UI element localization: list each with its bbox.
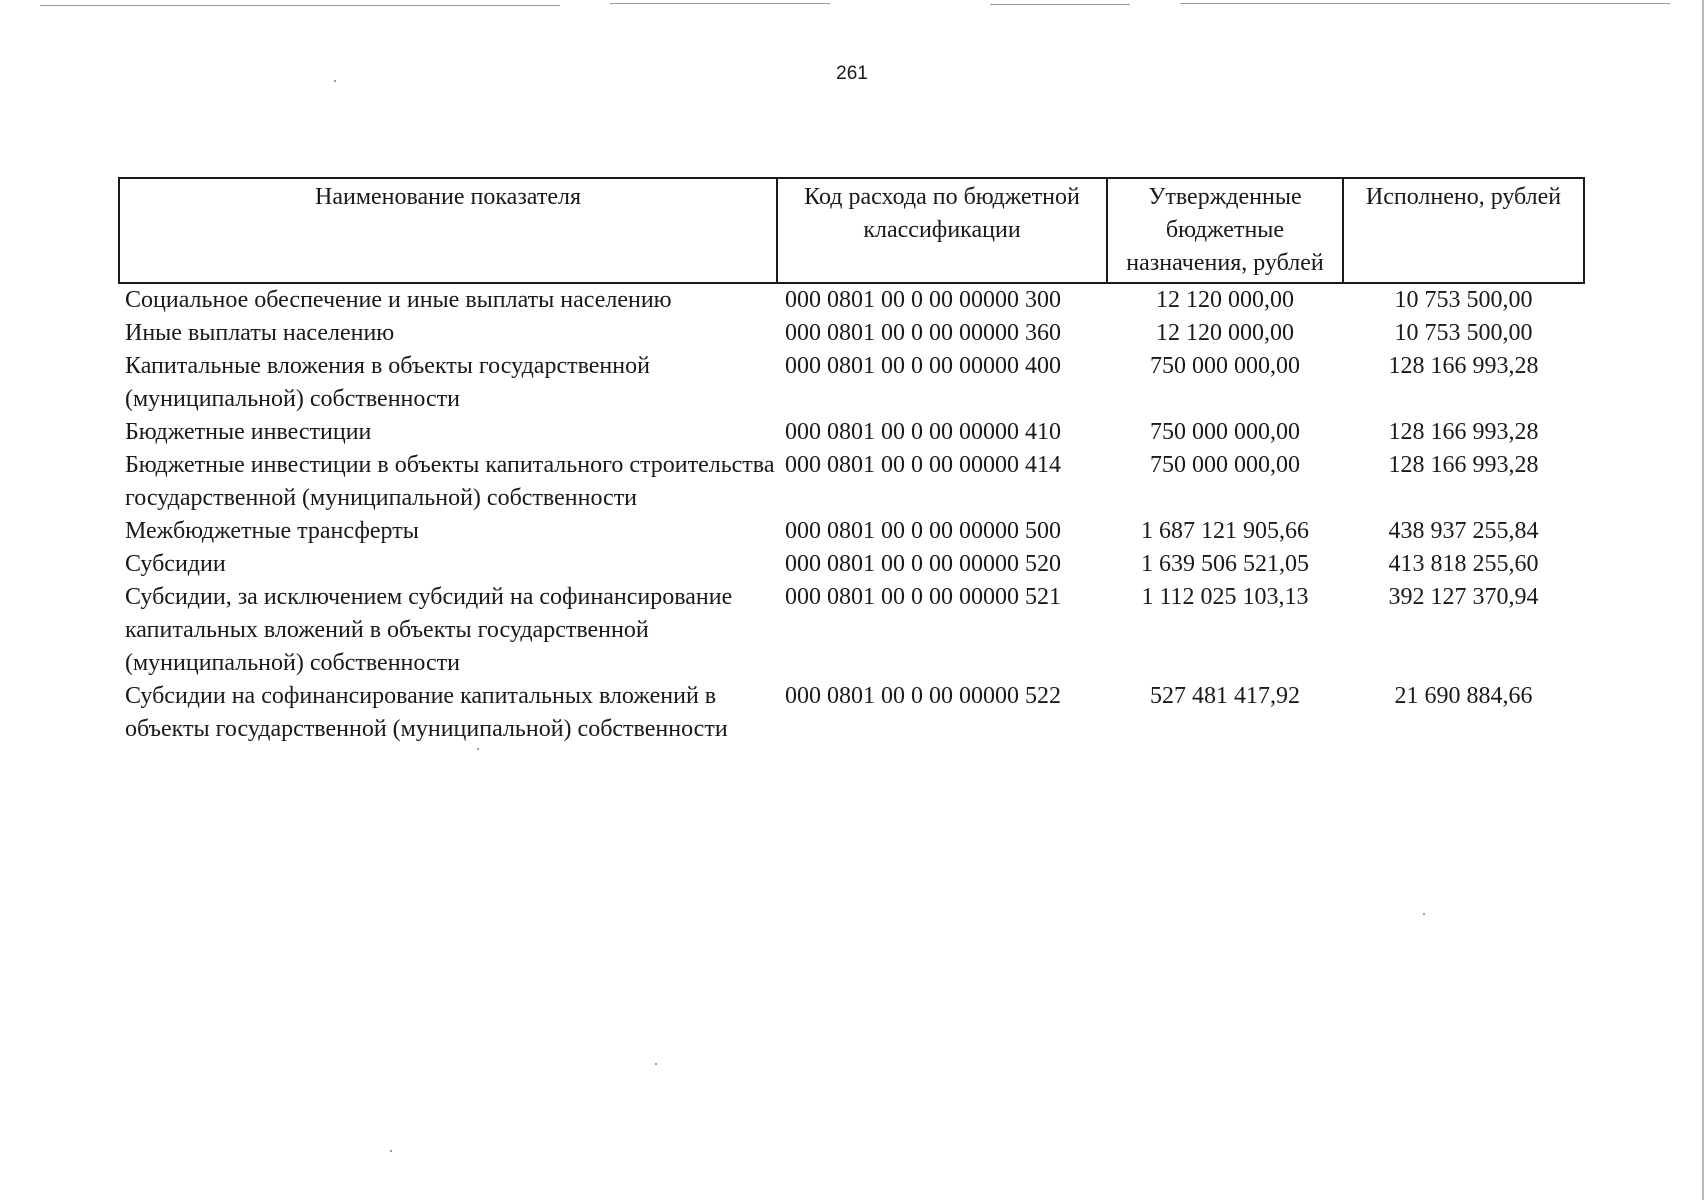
row-expense-code: 000 0801 00 0 00 00000 360 [785,320,1061,346]
table-row [119,548,1584,581]
row-executed-amount: 438 937 255,84 [1388,518,1539,544]
scan-artifact-line [1180,3,1670,4]
table-row [119,283,1584,317]
row-executed-amount: 392 127 370,94 [1388,584,1539,610]
row-indicator-name: Бюджетные инвестиции [125,419,372,445]
row-indicator-name: Бюджетные инвестиции в объекты капитального строительства государственной (муниципальной) собственности [125,452,775,511]
row-indicator-name: Субсидии, за исключением субсидий на софинансирование капитальных вложений в объекты государственной (муниципальной) собственности [125,584,733,676]
header-expense-code: Код расхода по бюджетной классификации [777,178,1107,283]
scan-speck [1423,913,1425,915]
row-indicator-name: Социальное обеспечение и иные выплаты населению [125,287,672,313]
row-executed-amount: 128 166 993,28 [1388,353,1539,379]
table-row [119,515,1584,548]
table-header-row [119,178,1584,283]
row-approved-amount: 750 000 000,00 [1150,353,1300,379]
row-expense-code: 000 0801 00 0 00 00000 521 [785,584,1061,610]
row-approved-amount: 12 120 000,00 [1156,287,1294,313]
scan-artifact-line [990,4,1130,5]
scan-speck [477,748,479,750]
row-indicator-name: Иные выплаты населению [125,320,395,346]
table-row [119,449,1584,515]
row-indicator-name: Капитальные вложения в объекты государственной (муниципальной) собственности [125,353,650,412]
header-executed-amount: Исполнено, рублей [1343,178,1584,283]
row-approved-amount: 1 112 025 103,13 [1141,584,1309,610]
table-row [119,350,1584,416]
row-expense-code: 000 0801 00 0 00 00000 500 [785,518,1061,544]
row-expense-code: 000 0801 00 0 00 00000 520 [785,551,1061,577]
row-executed-amount: 128 166 993,28 [1388,419,1539,445]
row-executed-amount: 21 690 884,66 [1394,683,1533,709]
row-expense-code: 000 0801 00 0 00 00000 400 [785,353,1061,379]
row-expense-code: 000 0801 00 0 00 00000 414 [785,452,1061,478]
row-executed-amount: 10 753 500,00 [1394,320,1533,346]
row-executed-amount: 10 753 500,00 [1394,287,1533,313]
row-expense-code: 000 0801 00 0 00 00000 300 [785,287,1061,313]
row-indicator-name: Межбюджетные трансферты [125,518,419,544]
row-approved-amount: 750 000 000,00 [1150,419,1300,445]
header-approved-amount: Утвержденные бюджетные назначения, рублей [1107,178,1343,283]
table-row [119,317,1584,350]
table-row [119,581,1584,680]
scan-speck [390,1150,392,1152]
header-indicator-name: Наименование показателя [119,178,777,283]
scan-artifact-line [40,5,560,6]
row-executed-amount: 128 166 993,28 [1388,452,1539,478]
row-approved-amount: 1 687 121 905,66 [1141,518,1309,544]
scan-artifact-line [610,3,830,4]
row-expense-code: 000 0801 00 0 00 00000 410 [785,419,1061,445]
page-number: 261 [836,63,868,84]
row-executed-amount: 413 818 255,60 [1388,551,1539,577]
row-indicator-name: Субсидии на софинансирование капитальных вложений в объекты государственной (муниципальной) собственности [125,683,728,742]
row-approved-amount: 12 120 000,00 [1156,320,1294,346]
row-expense-code: 000 0801 00 0 00 00000 522 [785,683,1061,709]
row-indicator-name: Субсидии [125,551,226,577]
table-row [119,680,1584,746]
budget-execution-table [118,177,1585,746]
scan-speck [655,1063,657,1065]
table-row [119,416,1584,449]
row-approved-amount: 750 000 000,00 [1150,452,1300,478]
row-approved-amount: 527 481 417,92 [1150,683,1300,709]
row-approved-amount: 1 639 506 521,05 [1141,551,1309,577]
